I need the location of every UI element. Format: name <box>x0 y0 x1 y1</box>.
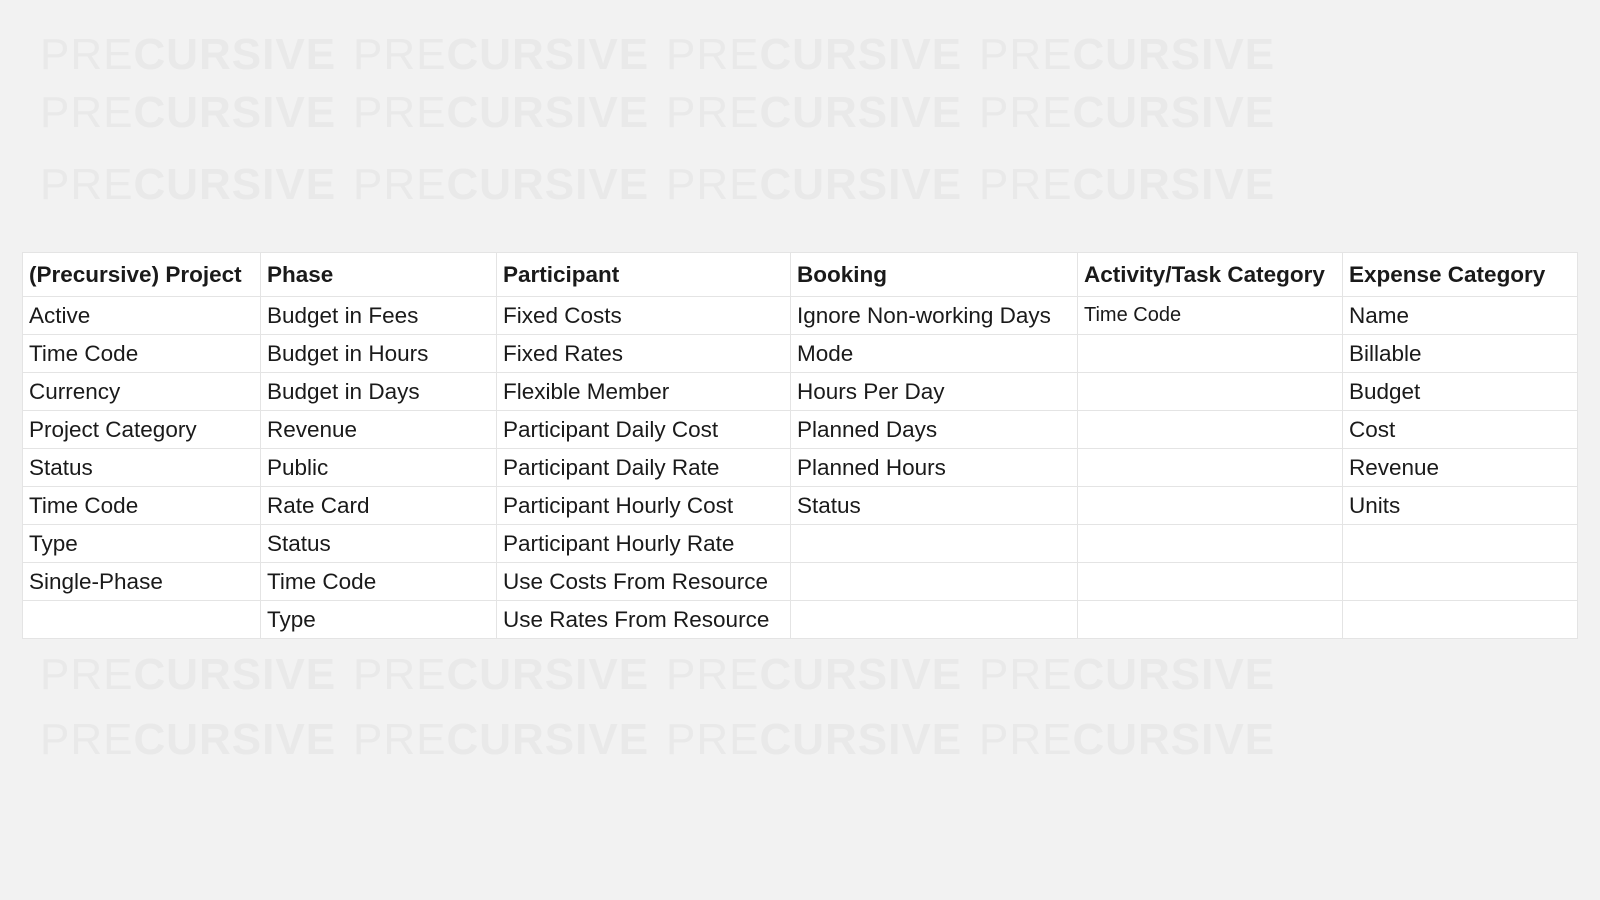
table-cell <box>1343 601 1578 639</box>
table-row <box>23 601 1578 639</box>
watermark-logo: PRECURSIVE <box>353 88 650 137</box>
table-row <box>23 297 1578 335</box>
table-cell: Planned Hours <box>791 449 1078 487</box>
table-cell: Status <box>261 525 497 563</box>
watermark-logo: PRECURSIVE <box>40 160 337 209</box>
table-cell: Participant Hourly Cost <box>497 487 791 525</box>
table-cell: Ignore Non-working Days <box>791 297 1078 335</box>
watermark-logo: PRECURSIVE <box>979 160 1276 209</box>
watermark-logo: PRECURSIVE <box>666 160 963 209</box>
table-cell: Budget in Hours <box>261 335 497 373</box>
table-cell <box>1343 563 1578 601</box>
watermark-logo: PRECURSIVE <box>353 650 650 699</box>
watermark-logo: PRECURSIVE <box>666 30 963 79</box>
table-cell: Type <box>261 601 497 639</box>
table-row <box>23 525 1578 563</box>
table-cell: Name <box>1343 297 1578 335</box>
table-header-row <box>23 253 1578 297</box>
table-cell: Mode <box>791 335 1078 373</box>
table-cell: Project Category <box>23 411 261 449</box>
watermark-row <box>40 160 1276 210</box>
header-booking: Booking <box>791 253 1078 297</box>
table-cell <box>1078 563 1343 601</box>
watermark-logo: PRECURSIVE <box>40 30 337 79</box>
table-cell: Budget in Days <box>261 373 497 411</box>
table-row <box>23 335 1578 373</box>
watermark-logo: PRECURSIVE <box>666 650 963 699</box>
table-cell: Budget <box>1343 373 1578 411</box>
watermark-logo: PRECURSIVE <box>979 30 1276 79</box>
watermark-logo: PRECURSIVE <box>979 650 1276 699</box>
table-row <box>23 411 1578 449</box>
table-cell <box>1078 525 1343 563</box>
table-cell: Participant Daily Rate <box>497 449 791 487</box>
table-cell: Use Costs From Resource <box>497 563 791 601</box>
table-cell: Revenue <box>261 411 497 449</box>
watermark-row <box>40 650 1276 700</box>
header-expense-category: Expense Category <box>1343 253 1578 297</box>
table-cell: Currency <box>23 373 261 411</box>
table-cell <box>1078 601 1343 639</box>
watermark-row <box>40 715 1276 765</box>
header-participant: Participant <box>497 253 791 297</box>
table-cell: Participant Daily Cost <box>497 411 791 449</box>
table-cell: Time Code <box>1078 297 1343 335</box>
table-row <box>23 449 1578 487</box>
table-cell: Hours Per Day <box>791 373 1078 411</box>
table-cell: Units <box>1343 487 1578 525</box>
table-cell <box>23 601 261 639</box>
table-cell: Single-Phase <box>23 563 261 601</box>
watermark-logo: PRECURSIVE <box>353 160 650 209</box>
watermark-logo: PRECURSIVE <box>40 88 337 137</box>
table-cell <box>1078 411 1343 449</box>
table-cell: Time Code <box>23 335 261 373</box>
table-cell: Status <box>791 487 1078 525</box>
watermark-logo: PRECURSIVE <box>353 715 650 764</box>
table-row <box>23 373 1578 411</box>
table-row <box>23 563 1578 601</box>
table-cell: Public <box>261 449 497 487</box>
table-cell: Planned Days <box>791 411 1078 449</box>
watermark-logo: PRECURSIVE <box>353 30 650 79</box>
field-mapping-table <box>22 252 1578 639</box>
table-cell: Time Code <box>23 487 261 525</box>
watermark-logo: PRECURSIVE <box>979 715 1276 764</box>
table-cell: Time Code <box>261 563 497 601</box>
header-phase: Phase <box>261 253 497 297</box>
table-cell: Participant Hourly Rate <box>497 525 791 563</box>
watermark-row <box>40 30 1276 80</box>
table-cell: Fixed Costs <box>497 297 791 335</box>
table-row <box>23 487 1578 525</box>
table-cell <box>1078 487 1343 525</box>
watermark-logo: PRECURSIVE <box>666 88 963 137</box>
table-cell: Revenue <box>1343 449 1578 487</box>
table-cell <box>791 601 1078 639</box>
header-project: (Precursive) Project <box>23 253 261 297</box>
header-activity-task-category: Activity/Task Category <box>1078 253 1343 297</box>
watermark-logo: PRECURSIVE <box>666 715 963 764</box>
table-cell: Cost <box>1343 411 1578 449</box>
table-cell: Use Rates From Resource <box>497 601 791 639</box>
watermark-logo: PRECURSIVE <box>40 650 337 699</box>
table-cell: Type <box>23 525 261 563</box>
table-cell: Fixed Rates <box>497 335 791 373</box>
table-cell: Billable <box>1343 335 1578 373</box>
table-cell: Status <box>23 449 261 487</box>
table-cell <box>1078 335 1343 373</box>
watermark-logo: PRECURSIVE <box>979 88 1276 137</box>
table-cell <box>1078 449 1343 487</box>
table-cell: Rate Card <box>261 487 497 525</box>
table-cell <box>791 525 1078 563</box>
watermark-row <box>40 88 1276 138</box>
table-cell <box>1078 373 1343 411</box>
table-cell: Flexible Member <box>497 373 791 411</box>
watermark-logo: PRECURSIVE <box>40 715 337 764</box>
table-cell <box>1343 525 1578 563</box>
table-cell <box>791 563 1078 601</box>
table-cell: Active <box>23 297 261 335</box>
table-cell: Budget in Fees <box>261 297 497 335</box>
